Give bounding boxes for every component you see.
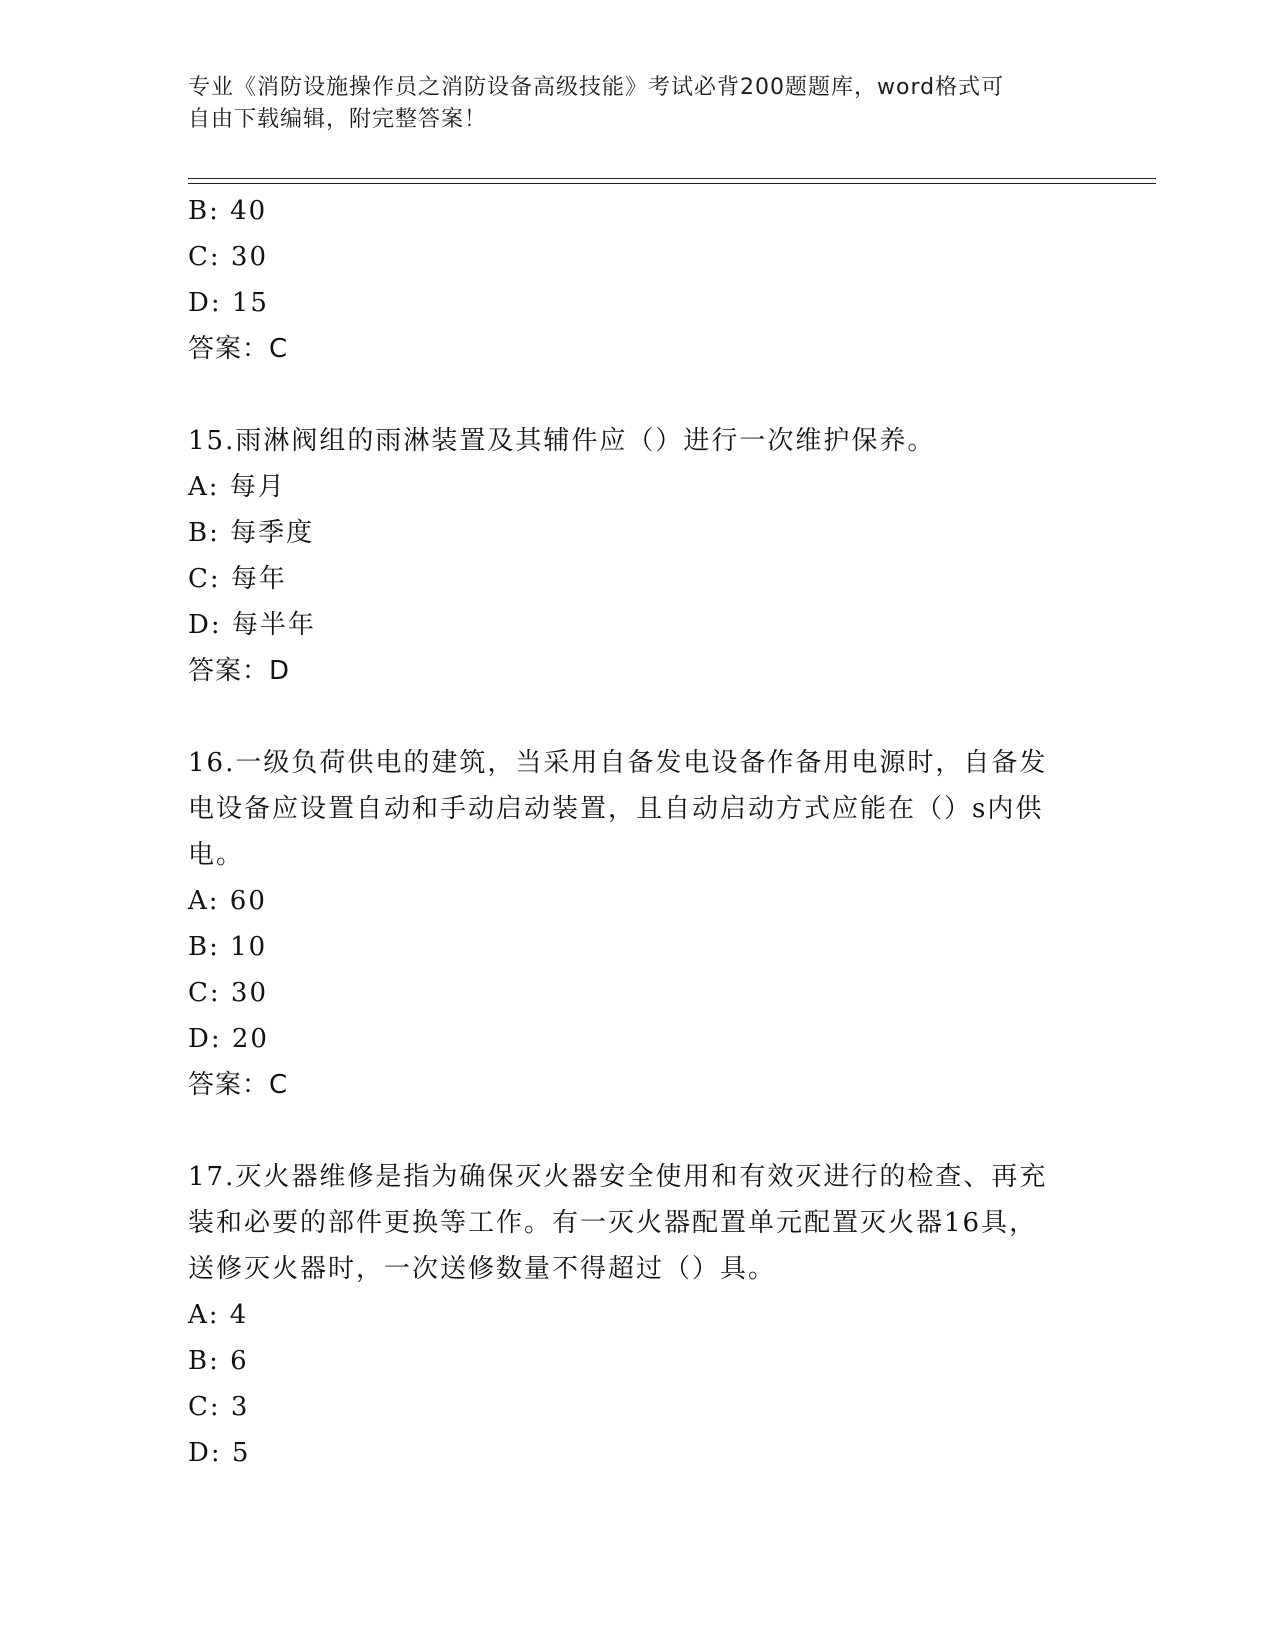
question-stem xyxy=(188,740,1088,878)
header-title-line-1: 专业《消防设施操作员之消防设备高级技能》考试必背200题题库，word格式可 xyxy=(188,75,1005,100)
option-a: A: 4 xyxy=(188,1300,249,1330)
answer-line: 答案：C xyxy=(188,334,289,364)
option-c: C: 30 xyxy=(188,242,269,272)
option-b: B: 40 xyxy=(188,196,268,226)
question-stem-line: 16.一级负荷供电的建筑，当采用自备发电设备作备用电源时，自备发 xyxy=(188,748,1048,778)
question-stem xyxy=(188,418,1088,464)
spacer xyxy=(188,1108,1088,1154)
question-stem-line: 电设备应设置自动和手动启动装置，且自动启动方式应能在（）s内供 xyxy=(188,794,1044,824)
option-c: C: 每年 xyxy=(188,564,287,594)
option-d: D: 每半年 xyxy=(188,610,316,640)
answer-line: 答案：D xyxy=(188,656,291,686)
option-c: C: 30 xyxy=(188,978,269,1008)
option-a: A: 60 xyxy=(188,886,267,916)
question-stem-line: 送修灭火器时，一次送修数量不得超过（）具。 xyxy=(188,1254,777,1284)
option-b: B: 每季度 xyxy=(188,518,315,548)
header-divider-bottom xyxy=(188,183,1156,184)
spacer xyxy=(188,694,1088,740)
header-divider-top xyxy=(188,178,1156,179)
question-stem xyxy=(188,1154,1088,1292)
header-title-line-2: 自由下载编辑，附完整答案！ xyxy=(188,107,488,132)
question-stem-line: 15.雨淋阀组的雨淋装置及其辅件应（）进行一次维护保养。 xyxy=(188,426,936,456)
option-d: D: 5 xyxy=(188,1438,251,1468)
answer-line: 答案：C xyxy=(188,1070,289,1100)
question-16 xyxy=(188,740,1088,1108)
option-d: D: 15 xyxy=(188,288,269,318)
option-b: B: 6 xyxy=(188,1346,249,1376)
option-c: C: 3 xyxy=(188,1392,250,1422)
page-header xyxy=(188,72,1068,136)
question-stem-line: 电。 xyxy=(188,840,245,870)
question-list xyxy=(188,188,1088,1476)
option-a: A: 每月 xyxy=(188,472,286,502)
option-b: B: 10 xyxy=(188,932,268,962)
question-stem-line: 装和必要的部件更换等工作。有一灭火器配置单元配置灭火器16具， xyxy=(188,1208,1038,1238)
spacer xyxy=(188,372,1088,418)
question-stem-line: 17.灭火器维修是指为确保灭火器安全使用和有效灭进行的检查、再充 xyxy=(188,1162,1048,1192)
question-14-continued xyxy=(188,188,1088,372)
question-17 xyxy=(188,1154,1088,1476)
question-15 xyxy=(188,418,1088,694)
option-d: D: 20 xyxy=(188,1024,269,1054)
